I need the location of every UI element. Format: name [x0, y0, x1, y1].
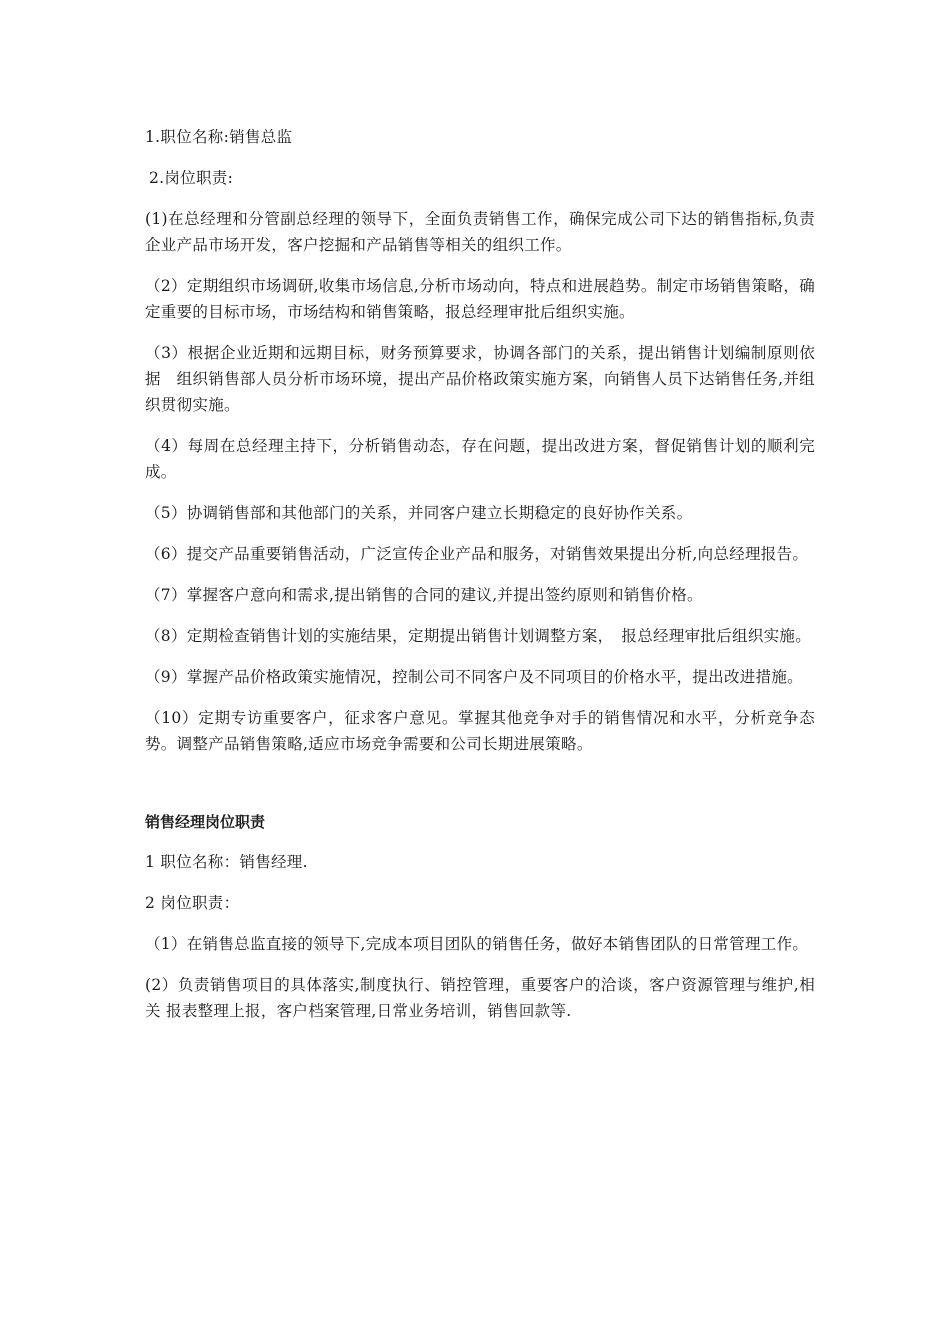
duty-item: （4）每周在总经理主持下，分析销售动态，存在问题，提出改进方案，督促销售计划的顺利完成。: [145, 437, 815, 481]
duties-label: 2.岗位职责:: [149, 169, 234, 187]
duty-item: （1）在销售总监直接的领导下,完成本项目团队的销售任务，做好本销售团队的日常管理工作。: [145, 935, 809, 953]
duty-item: （7）掌握客户意向和需求,提出销售的合同的建议,并提出签约原则和销售价格。: [145, 586, 703, 604]
duty-item: （10）定期专访重要客户，征求客户意见。掌握其他竞争对手的销售情况和水平，分析竞争态势。调整产品销售策略,适应市场竞争需要和公司长期进展策略。: [145, 709, 815, 753]
duty-item: （3）根据企业近期和远期目标，财务预算要求，协调各部门的关系，提出销售计划编制原则依据 组织销售部人员分析市场环境，提出产品价格政策实施方案，向销售人员下达销售任务,并组织贯彻实施。: [145, 344, 815, 414]
duty-item: (2）负责销售项目的具体落实,制度执行、销控管理，重要客户的洽谈，客户资源管理与维护,相关 报表整理上报，客户档案管理,日常业务培训，销售回款等.: [145, 976, 815, 1020]
position-name-line: 1.职位名称:销售总监: [145, 128, 293, 146]
duty-item: (1)在总经理和分管副总经理的领导下，全面负责销售工作，确保完成公司下达的销售指标,负责企业产品市场开发，客户挖掘和产品销售等相关的组织工作。: [145, 210, 815, 254]
duty-item: （9）掌握产品价格政策实施情况，控制公司不同客户及不同项目的价格水平，提出改进措施。: [145, 668, 803, 686]
duty-item: （6）提交产品重要销售活动，广泛宣传企业产品和服务，对销售效果提出分析,向总经理报告。: [145, 545, 809, 563]
document-content: [145, 124, 815, 1039]
duty-item: （8）定期检查销售计划的实施结果，定期提出销售计划调整方案， 报总经理审批后组织实施。: [145, 627, 812, 645]
section-title: 销售经理岗位职责: [145, 813, 266, 831]
duty-item: （2）定期组织市场调研,收集市场信息,分析市场动向，特点和进展趋势。制定市场销售策略，确定重要的目标市场，市场结构和销售策略，报总经理审批后组织实施。: [145, 277, 815, 321]
duties-label: 2 岗位职责：: [145, 894, 240, 912]
duty-item: （5）协调销售部和其他部门的关系，并同客户建立长期稳定的良好协作关系。: [145, 504, 693, 522]
position-name-line: 1 职位名称：销售经理.: [145, 853, 308, 871]
